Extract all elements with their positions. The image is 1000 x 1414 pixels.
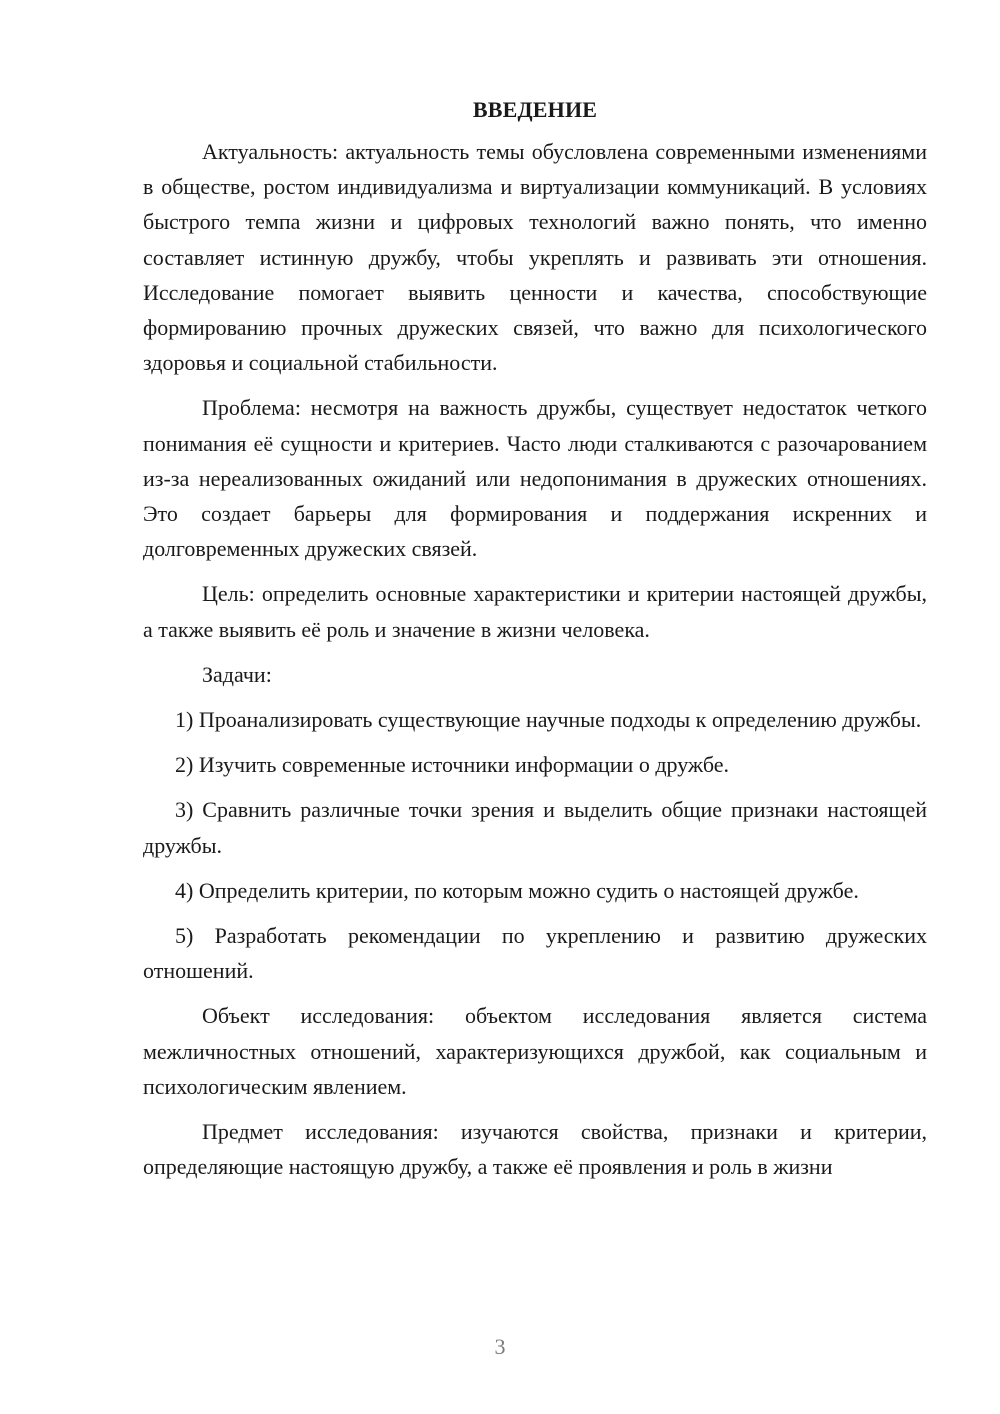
paragraph-relevance: Актуальность: актуальность темы обусловлена современными изменениями в обществе, ростом индивидуализма и виртуализации коммуникаций. В условиях быстрого темпа жизни и цифровых технологий важно понять, что именно составляет истинную дружбу, чтобы укреплять и развивать эти отношения. Исследование помогает выявить ценности и качества, способствующие формированию прочных дружеских связей, что важно для психологического здоровья и социальной стабильности. xyxy=(143,139,927,376)
paragraph-problem: Проблема: несмотря на важность дружбы, существует недостаток четкого понимания её сущности и критериев. Часто люди сталкиваются с разочарованием из-за нереализованных ожиданий или недопонимания в дружеских отношениях. Это создает барьеры для формирования и поддержания искренних и долговременных дружеских связей. xyxy=(143,395,927,562)
task-item-1: 1) Проанализировать существующие научные подходы к определению дружбы. xyxy=(175,707,922,733)
task-item-3: 3) Сравнить различные точки зрения и выделить общие признаки настоящей дружбы. xyxy=(143,797,927,858)
page-content xyxy=(143,92,927,1194)
page-number: 3 xyxy=(494,1334,506,1359)
section-title: ВВЕДЕНИЕ xyxy=(472,97,598,122)
paragraph-tasks-heading: Задачи: xyxy=(202,661,272,687)
task-item-4: 4) Определить критерии, по которым можно судить о настоящей дружбе. xyxy=(175,877,859,903)
task-item-5: 5) Разработать рекомендации по укреплению и развитию дружеских отношений. xyxy=(143,923,927,984)
paragraph-object: Объект исследования: объектом исследования является система межличностных отношений, характеризующихся дружбой, как социальным и психологическим явлением. xyxy=(143,1003,927,1099)
task-item-2: 2) Изучить современные источники информации о дружбе. xyxy=(175,752,730,778)
paragraph-subject: Предмет исследования: изучаются свойства, признаки и критерии, определяющие настоящую дружбу, а также её проявления и роль в жизни xyxy=(143,1119,927,1180)
paragraph-goal: Цель: определить основные характеристики и критерии настоящей дружбы, а также выявить её роль и значение в жизни человека. xyxy=(143,581,927,642)
